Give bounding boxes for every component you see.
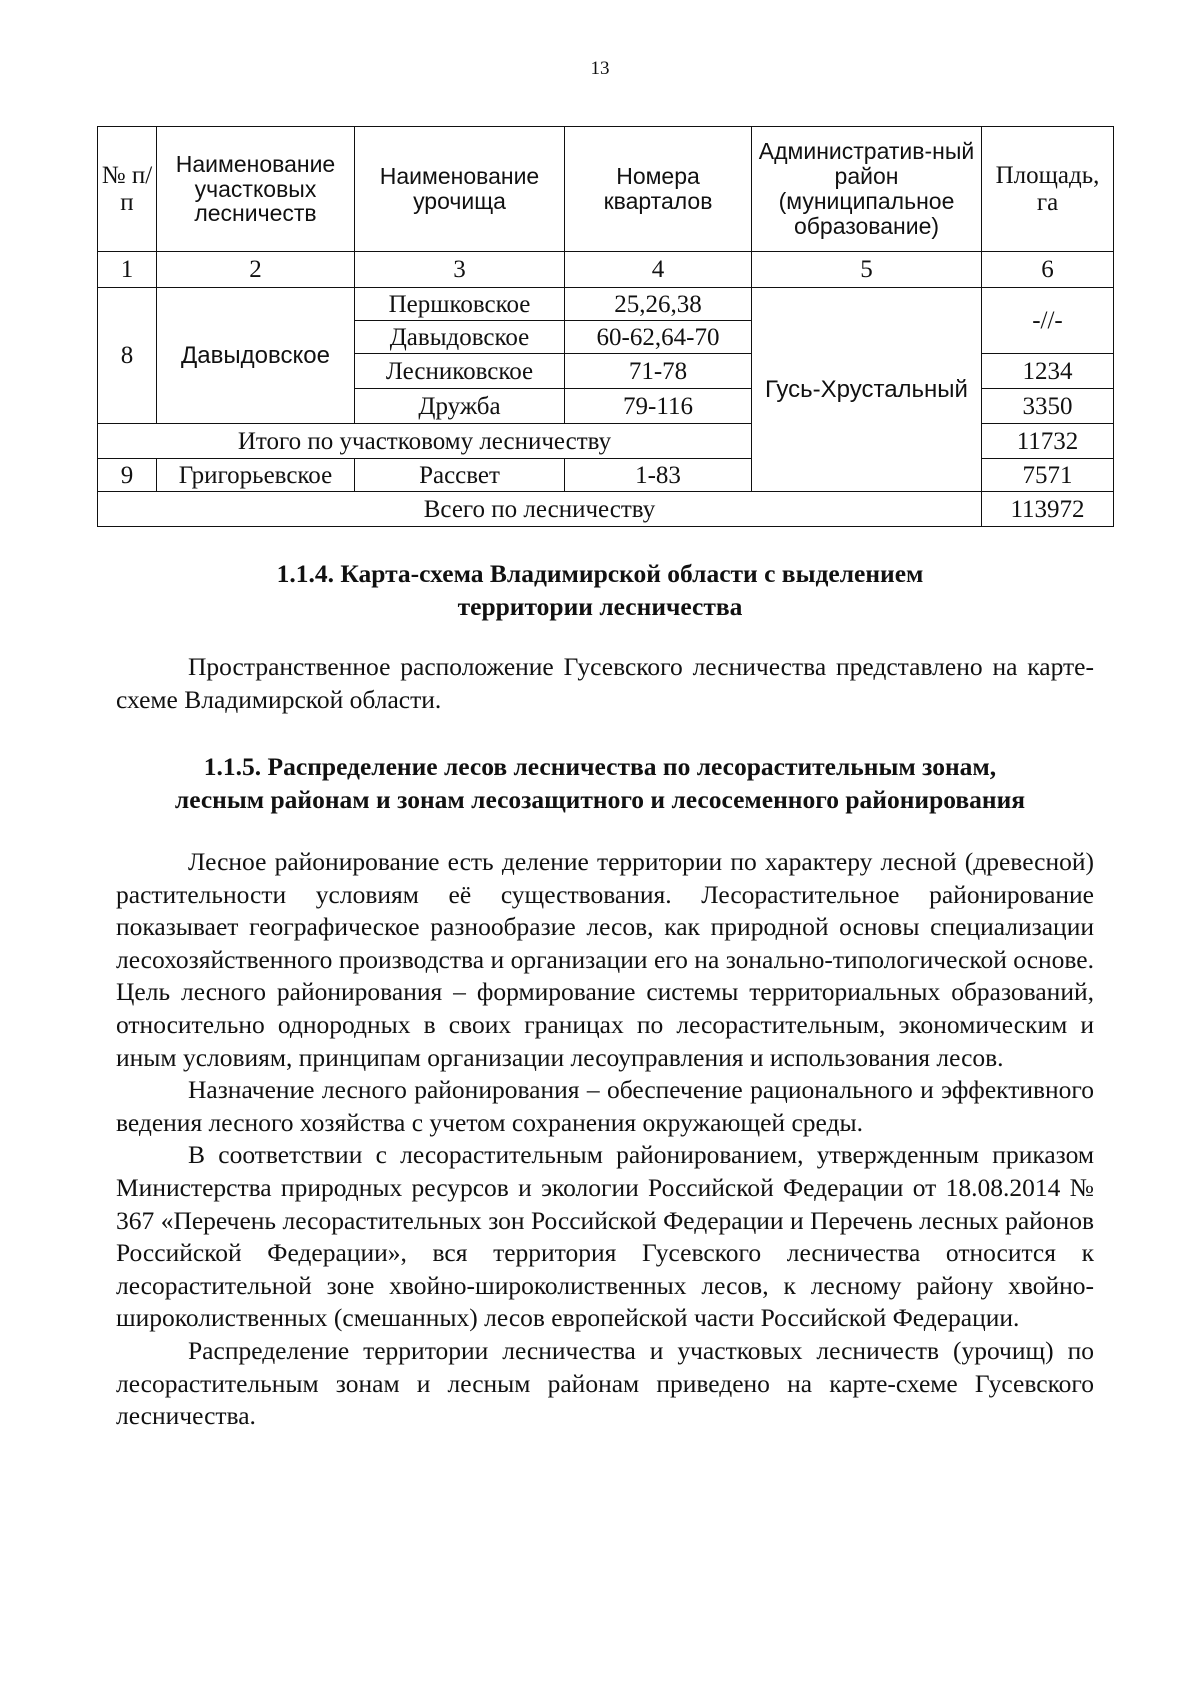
row-num: 9	[98, 459, 157, 492]
quarters: 71-78	[565, 354, 752, 389]
section-115-body	[0, 846, 1200, 1433]
quarters: 60-62,64-70	[565, 321, 752, 354]
column-number: 2	[157, 252, 355, 288]
column-number-row	[98, 252, 1114, 288]
tract-name: Лесниковское	[355, 354, 565, 389]
table-row	[98, 288, 1114, 321]
heading-line: лесным районам и зонам лесозащитного и лесосеменного районирования	[174, 785, 1026, 814]
total-area: 113972	[982, 492, 1114, 527]
header-district-forestry: Наименование участковых лесничеств	[157, 127, 355, 252]
body-paragraph: Назначение лесного районирования – обеспечение рационального и эффективного ведения лесного хозяйства с учетом сохранения окружающей среды.	[116, 1075, 1094, 1137]
quarters: 1-83	[565, 459, 752, 492]
subtotal-label: Итого по участковому лесничеству	[98, 424, 752, 459]
header-num: № п/п	[98, 127, 157, 252]
section-114-paragraph: Пространственное расположение Гусевского лесничества представлено на карте-схеме Владимирской области.	[116, 652, 1094, 714]
tract-name: Першковское	[355, 288, 565, 321]
forestry-table	[97, 126, 1114, 527]
column-number: 4	[565, 252, 752, 288]
admin-district: Гусь-Хрустальный	[752, 288, 982, 492]
column-number: 6	[982, 252, 1114, 288]
table-header-row	[98, 127, 1114, 252]
body-paragraph: В соответствии с лесорастительным районированием, утвержденным приказом Министерства природных ресурсов и экологии Российской Федерации от 18.08.2014 № 367 «Перечень лесорастительных зон Российской Федерации и Перечень лесных районов Российской Федерации», вся территория Гусевского лесничества относится к лесорастительной зоне хвойно-широколиственных лесов, к лесному району хвойно-широколиственных (смешанных) лесов европейской части Российской Федерации.	[116, 1140, 1094, 1333]
district-forestry-name: Григорьевское	[157, 459, 355, 492]
area: 3350	[982, 389, 1114, 424]
page-number: 13	[590, 58, 610, 79]
heading-line: 1.1.4. Карта-схема Владимирской области с выделением	[276, 559, 924, 588]
tract-name: Рассвет	[355, 459, 565, 492]
header-quarters: Номера кварталов	[565, 127, 752, 252]
column-number: 5	[752, 252, 982, 288]
quarters: 25,26,38	[565, 288, 752, 321]
area: 7571	[982, 459, 1114, 492]
body-paragraph: Лесное районирование есть деление территории по характеру лесной (древесной) растительности условиям её существования. Лесорастительное районирование показывает географическое разнообразие лесов, как природной основы специализации лесохозяйственного производства и организации его на зонально-типологической основе. Цель лесного районирования – формирование системы территориальных образований, относительно однородных в своих границах по лесорастительным, экономическим и иным условиям, принципам организации лесоуправления и использования лесов.	[116, 847, 1094, 1072]
tract-name: Давыдовское	[355, 321, 565, 354]
area: 1234	[982, 354, 1114, 389]
quarters: 79-116	[565, 389, 752, 424]
subtotal-area: 11732	[982, 424, 1114, 459]
row-num: 8	[98, 288, 157, 424]
body-paragraph: Распределение территории лесничества и участковых лесничеств (урочищ) по лесорастительным зонам и лесным районам приведено на карте-схеме Гусевского лесничества.	[116, 1335, 1094, 1431]
header-admin-district: Административ-ный район (муниципальное образование)	[752, 127, 982, 252]
header-tract: Наименование урочища	[355, 127, 565, 252]
header-area: Площадь, га	[982, 127, 1114, 252]
column-number: 1	[98, 252, 157, 288]
total-row	[98, 492, 1114, 527]
section-114-heading	[100, 557, 1100, 623]
area-merged: -//-	[982, 288, 1114, 354]
section-115-heading	[100, 750, 1100, 816]
district-forestry-name: Давыдовское	[157, 288, 355, 424]
total-label: Всего по лесничеству	[98, 492, 982, 527]
tract-name: Дружба	[355, 389, 565, 424]
heading-line: 1.1.5. Распределение лесов лесничества по лесорастительным зонам,	[203, 752, 997, 781]
column-number: 3	[355, 252, 565, 288]
heading-line: территории лесничества	[457, 592, 743, 621]
